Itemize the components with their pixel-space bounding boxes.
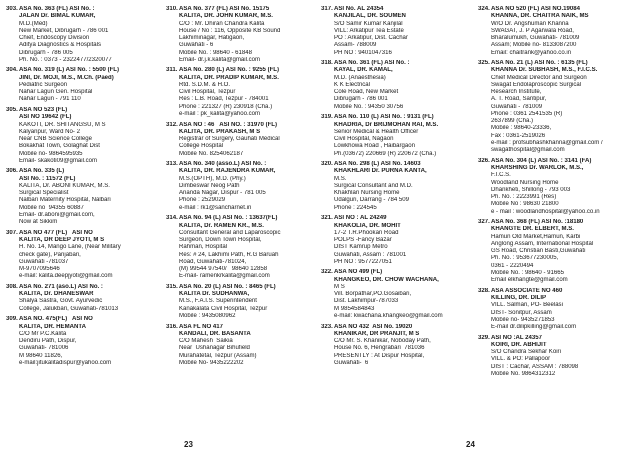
page-number-right: 24 [466,440,475,449]
entry-membership-line [166,6,316,13]
entry-detail-line: VILL: Arkatipur Tea Estate [334,27,404,34]
entry-detail-line: Email- skakoti09@gmail.com [19,157,98,164]
entry-membership-line [6,230,160,237]
entry-detail-line: M 9854584843 [334,305,375,312]
entry-detail-line: Bokakhat Town, Golaghat Dist [19,143,100,150]
entry-detail-line: Anglong Assam, International Hospital [491,240,594,247]
entry-detail-line: H. No. 14, Mango Lane, (Near Military [19,244,121,251]
entry-membership-line [6,168,160,175]
entry-detail-line: Kanakalata Civil Hospital, Tezpur [179,305,268,312]
entry-detail-line: Research Institute, [491,89,542,96]
entry-detail-line: College, Jalukbari, Guwahati-781013 [19,305,119,312]
directory-entry [321,60,473,111]
entry-membership-text: ASA NO 523 (FL) [19,107,68,114]
entry-name-line: KAYAL, DR. KAMAL, [334,67,393,74]
entry-detail-line: Senior Medical & Health Officer [334,128,419,135]
entry-detail-line: Mobile No- 9435222202 [179,359,244,366]
entry-detail-line: Surgeon, Down Town Hospital, [179,237,262,244]
directory-entry [166,122,316,158]
entry-detail-line: M 98640 11826, [19,352,63,359]
entry-membership-line [478,158,634,165]
entry-name-line: KALITA, DR. RAJENDRA KUMAR, [179,168,276,175]
entry-detail-line: Dibrugarh - 786 001 [334,96,388,103]
column-2 [166,6,316,370]
column-1 [6,6,160,370]
directory-entry [478,60,634,154]
entry-name-line: KHANGKEO, DR. CHOW WACHANA, [334,276,439,283]
entry-detail-line: Dendiru Path, Dispur, [19,338,77,345]
entry-detail-line: Mobile No. 8254062187 [179,150,244,157]
entry-detail-line: DIST- Sonitpur, Assam [491,309,552,316]
entry-detail-line: College Hospital [179,143,224,150]
directory-entry [321,161,473,212]
entry-number: 327. [478,219,490,226]
directory-entry [6,316,160,367]
entry-detail-line: Assam- 788009 [334,42,377,49]
entry-detail-line: Ananda Nagar, Dispur - 781 005 [179,190,266,197]
entry-membership-text: ASA NO 499 (FL) [334,269,383,276]
entry-name-line: KHANNA Dr. SUBHASH, M.S., F.I.C.S. [491,67,598,74]
entry-number: 303. [6,6,18,12]
entry-detail-line: K K Electrical [334,81,370,88]
column-3 [321,6,473,370]
entry-name-line: KALITA, DR. PRAKASH, M S [179,128,261,135]
entry-detail-line: DIST : Cachar, ASSAM : 788098 [491,363,579,370]
entry-membership-text: ASA No. 361 (FL) ASI No. : [334,60,410,67]
entry-number: 306. [6,168,18,175]
entry-membership-text: ASA No. 110 (L) ASI No. : 9131 (FL) [334,114,434,121]
entry-detail-line: E-mail- ramenkrkalita@gmail.com [179,273,270,280]
entry-name-line: KALITA, DR. HEMANTA [19,323,86,330]
entry-detail-line: Now at Sikkim [19,219,58,226]
entry-membership-line [6,284,160,291]
entry-number: 309. [6,316,18,323]
entry-number: 304. [6,67,18,74]
directory-entry [478,288,634,332]
entry-detail-line: Road, Guwahati-781024, [179,258,247,265]
directory-entry [478,219,634,284]
entry-detail-line: SWAGAT, J. P Agarwala Road, [491,27,574,34]
entry-detail-line: e-mail:jitukalitadispur@yahoo.com [19,359,112,366]
entry-detail-line: Nahar Lagun Gen. Hospital [19,89,93,96]
entry-detail-line: Mobile : 98640-23336, [491,125,552,132]
entry-detail-line: New Market, Dibrugarh - 786 001 [19,27,109,34]
entry-name-line: KALITA, DR. JOHN KUMAR, M.S. [179,13,273,20]
entry-detail-line: Udalguri, Darrang - 784 509 [334,197,409,204]
entry-detail-line: House / No : 116, Opposite KB Sound [179,27,281,34]
entry-detail-line: Bharalumukh, Guwahati- 781009 [491,35,580,41]
entry-membership-text: ASA NO 477 (FL) ASI NO [19,229,93,236]
entry-membership-line [166,67,316,74]
entry-detail-line: Phone : 0361 2541535 (R) [491,110,563,117]
entry-detail-line: Fax : 0361-2519026 [491,132,546,139]
entry-name-line: KALITA, DR DEEP JYOTI, M S [19,237,105,244]
entry-number: 311. [166,67,178,74]
entry-membership-text: ASI No. AL 24354 [334,6,384,12]
entry-membership-text: ASA NO 432 ASI No. 19020 [334,323,413,330]
entry-detail-line: F.I.C.S. [491,172,511,179]
entry-number: 321. [321,215,333,222]
entry-membership-text: ASI NO : AL 24249 [334,215,387,222]
entry-membership-text: ASA No. 304 (L) ASI No. : 3141 (FA) [491,157,592,164]
directory-entry [321,324,473,368]
entry-detail-line: Nalbari Maternity Hospital, Nalbari [19,197,111,204]
entry-membership-text: ASA No. 368 (FL) ASI No. :18180 [491,219,584,226]
entry-detail-line: Mobile : 9435080962 [179,312,236,319]
entry-number: 319. [321,114,333,121]
entry-name-line: KANJILAL, DR. SOUMEN [334,13,406,20]
entry-detail-line: Surgical Consultant and M.D. [334,182,413,189]
directory-entry [166,67,316,118]
entry-membership-text: ASA No. 20 (L) ASI No. : 8465 (FL) [179,283,276,290]
entry-name-line: KALITA, DR. PRADIP KUMAR, M.S. [179,74,279,81]
entry-name-line: KILLING, DR. DILIP [491,295,547,302]
entry-detail-line: Near CNB Science College [19,136,92,143]
entry-detail-line: Res: # 24, Lakhimi Path, R.G Baruah [179,251,279,258]
entry-detail-line: S/O Chandra Sekhar Koiri [491,349,561,356]
entry-membership-line [321,60,473,67]
entry-detail-line: Pediatric Surgeon [19,81,68,88]
entry-number: 325. [478,60,490,67]
directory-entry [478,6,634,57]
entry-membership-line [166,122,316,129]
entry-membership-line [6,316,160,323]
entry-detail-line: Res : L.B. Road, Tezpur - 784001 [179,96,269,103]
entry-membership-line [6,6,160,13]
entry-detail-line: Swagat Endolaproscopic Surgical [491,81,582,88]
entry-detail-line: Email: chaitrank@yahoo.co.in [491,49,572,56]
entry-number: 326. [478,157,490,164]
entry-name-line: KANDALI, DR. BASANTA [179,330,251,337]
entry-detail-line: Khakhlari Nursing Home [334,190,400,197]
entry-number: 318. [321,60,333,67]
entry-detail-line: VILL. Salmari, PO- Beelasi [491,302,563,309]
entry-detail-line: Dimbeswar Neog Path [179,182,240,189]
entry-detail-line: PO : Arkatipur, Dist. Cachar [334,35,408,41]
entry-membership-line [478,60,634,67]
entry-detail-line: (M) 99544 97540/ 98640 12858 [179,266,268,273]
entry-detail-line: 17-2 T.R.Phookan Road [334,229,399,236]
entry-detail-line: Chief, Endoscopy Division [19,35,90,41]
entry-number: 313. [166,161,178,168]
directory-entry [6,6,160,64]
entry-detail-line: 2637899 (Cha.) [491,118,534,125]
entry-membership-text: ASI NO :AL 24357 [491,334,542,341]
entry-detail-line: Civil Hospital, Tezpur [179,89,236,96]
entry-membership-line [321,324,473,331]
entry-detail-line: Guwahati- 781006 [19,345,69,352]
entry-number: 323. [321,323,333,330]
entry-detail-line: Mobile no- 9435271853 [491,316,555,323]
entry-detail-line: Vill. Borpathar,PO.Gosaibari, [334,291,412,298]
directory-entry [6,168,160,226]
entry-name-line: KHANGTE DR. ELBERT, M.S. [491,226,574,233]
entry-detail-line: KALITA, Dr. ABONI KUMAR, M.S. [19,182,110,189]
entry-detail-line: e-mail: kalita.deepjyoti@gmail.com [19,273,113,280]
entry-number: 316. [166,323,178,330]
entry-detail-line: Mobile No. 9864312312 [491,370,556,377]
entry-number: 314. [166,215,178,222]
entry-number: 329. [478,334,490,341]
entry-detail-line: Lowkhowa Road , Haibargaon [334,143,416,150]
entry-detail-line: Murahatetal, Tezpur (Assam) [179,352,257,359]
entry-detail-line: e-mail : pk_kalita@yahoo.com [179,110,261,117]
entry-name-line: KALITA, Dr. RAMEN KR., M.S. [179,222,264,229]
directory-entry [321,269,473,320]
entry-membership-line [166,324,316,331]
entry-membership-text: ASA No. 363 (FL) ASI No. : [19,6,95,12]
entry-detail-line: S/O Samir Kumar Kanjilal [334,20,403,27]
entry-membership-text: ASA NO. 475(FL) ASI NO [19,316,93,323]
entry-detail-line: KAKOTI, DR. SHITANGSU, M S [19,121,106,128]
entry-detail-line: Cole Road, New Market [334,89,399,96]
entry-detail-line: Phone : 2529029 [179,197,226,204]
column-4 [478,6,634,382]
entry-detail-line: M S [334,283,345,290]
entry-detail-line: C/O Mr. S. Khanikar, Noboday Path, [334,338,431,345]
entry-membership-line [478,6,634,13]
entry-membership-text: ASA No. 271 (asо.L) ASI No. : [19,283,103,290]
entry-membership-text: ASA NO 520 (FL) ASI NO.19084 [491,6,580,12]
entry-detail-line: e-mail : profsubhashkhanna@gmail.com / [491,139,603,146]
entry-detail-line: Near Ushanagar Bihufield [179,345,250,352]
entry-membership-line [321,6,473,13]
entry-detail-line: Dibrugarh - 786 005 [19,49,73,56]
entry-detail-line: M.S. [334,175,347,182]
entry-name-line: JINI, Dr. MOJI, M.S., M.Ch. (Paed) [19,74,114,81]
entry-detail-line: C/O Mr P.C.Kalita [19,330,67,337]
entry-detail-line: Mobile no 94355 60887 [19,204,84,211]
entry-number: 312. [166,121,178,128]
entry-detail-line: E-mail dr.dilipkilling@gmail.com [491,324,577,331]
entry-membership-text: ASA No. 298 (L) ASI No. 14603 [334,161,421,168]
entry-detail-line: M.S.(OPTH), M.D. (Phy.) [179,175,246,182]
entry-detail-line: Ph. No. : 0373 - 2322477/2320077 [19,56,112,63]
entry-detail-line: C/O Mahesh Saikia [179,338,233,345]
entry-detail-line: POLPS -Fancy Bazar [334,237,392,244]
entry-membership-line [478,219,634,226]
entry-detail-line: e-mail: kwachana.khangkeo@gmail.com [334,312,443,319]
directory-entry [166,324,316,368]
entry-name-line: KHANIKAR, DR PRANJIT, M S [334,330,420,337]
directory-entry [321,114,473,158]
entry-number: 315. [166,283,178,290]
entry-membership-text: ASA No. 21 (L) ASI No. : 6135 (FL) [491,60,588,67]
entry-membership-line [166,215,316,222]
entry-number: 317. [321,6,333,12]
entry-detail-line: Guwahati -781037 [19,258,69,265]
entry-detail-line: Registrar of Surgery, Gauhati Medical [179,136,280,143]
entry-membership-line [321,269,473,276]
directory-entry [6,67,160,103]
entry-membership-line [321,215,473,222]
entry-number: 308. [6,283,18,290]
entry-detail-line: Guwahati - 781009 [491,103,543,110]
entry-detail-line: Consultant General and Laparoscopic [179,229,281,236]
entry-detail-line: Mobile No. : 94350 30756 [334,103,404,110]
directory-entry [321,6,473,57]
entry-name-line: KHADRIA, Dr BRIJMOHAN RAI, M.S. [334,121,439,128]
entry-number: 320. [321,161,333,168]
entry-detail-line: Mobile no- 9864595935 [19,150,83,157]
directory-entry [6,230,160,281]
entry-detail-line: Chief Medical Director and Surgeon [491,74,587,81]
entry-membership-text: ASA No. 280 (L) ASI No. : 9255 (FL) [179,67,280,74]
entry-detail-line: M-9707095646 [19,266,60,273]
directory-entry [6,284,160,313]
entry-membership-text: ASA No. 319 (L) ASI No. : 5500 (FL) [19,67,120,74]
entry-detail-line: Nahar Lagun - 791 110 [19,96,81,103]
entry-detail-line: Rahman, Hospital [179,244,228,251]
entry-detail-line: Email- dr.j.k.kalita@gmail.com [179,56,261,63]
entry-name-line: KHAKHLARI Dr. PURNA KANTA, [334,168,427,175]
entry-membership-text: ASA No. 377 (FL) ASI No. 15175 [179,6,270,12]
entry-name-line: KALITA Dr. SUDHANWA, [179,291,250,298]
entry-membership-line [6,67,160,74]
entry-detail-line: Ph. No. : 2223991 (Res) [491,194,557,201]
entry-name-line: KHANNA, DR. CHAITRA NAIK, MS [491,13,589,20]
entry-detail-line: Lakhiminagar, Hatigaon, [179,35,245,41]
entry-membership-line [166,161,316,168]
entry-detail-line: Phone : 224545 [334,204,377,211]
entry-detail-line: Assam; Mobile no- 8133087200 [491,42,577,49]
entry-detail-line: House No. 6, Hengrabari 781036 [334,345,425,352]
entry-membership-line [166,284,316,291]
entry-detail-line: Surgical Specialist [19,190,69,197]
entry-detail-line: PRESENTLY : At Dispur Hospital, [334,352,425,359]
entry-number: 324. [478,6,490,12]
entry-membership-text: ASA No. 340 (asso.L) ASI No. : [179,161,267,168]
entry-detail-line: Email- dr.aboni@gmail.com, [19,211,95,218]
entry-detail-line: PH NO : 9401047316 [334,49,392,56]
entry-number: 328. [478,287,490,294]
entry-detail-line: Guwahati - 6 [179,42,214,49]
entry-detail-line: M.D. (Anaesthesia) [334,74,386,81]
entry-detail-line: Aditya Diagnostics & Hospitals [19,42,102,49]
entry-membership-line [321,161,473,168]
entry-detail-line: Ph.(03672) 220669 (R) 220672 (Cha.) [334,150,437,157]
entry-name-line: JALAN Dr. BIMAL KUMAR, [19,13,96,20]
entry-detail-line: e - mail : woodlandhospital@yahoo.co.in [491,208,600,215]
entry-detail-line: W/O Dr. Angshuman Khanna [491,20,569,27]
entry-detail-line: PH NO : 9577227051 [334,258,392,265]
directory-entry [6,107,160,165]
entry-detail-line: Shalya Sastra, Govt. Ayurvedic [19,298,103,305]
entry-name-line: KHAKOLIA, DR. MOHIT [334,222,401,229]
entry-membership-text: ASA No. 94 (L) ASI No. : 13637(FL) [179,215,278,222]
directory-entry [478,158,634,216]
entry-detail-line: Rtd. S.D.M. & H.O. [179,81,231,88]
entry-membership-line [478,288,634,295]
entry-membership-text: ASA NO : 46 ASI NO. : 31970 (FL) [179,121,278,128]
entry-detail-line: Mobile No. : 98640 - 61848 [179,49,252,56]
entry-detail-line: M.S., F.A.I.S. Superintendent [179,298,257,305]
entry-membership-text: ASA No. 335 (L) [19,168,65,175]
entry-detail-line: Dhankheti, Shillong - 793 003 [491,186,571,193]
entry-number: 322. [321,269,333,276]
entry-detail-line: Hamun Old Market,Hamun, Karbi [491,233,581,240]
entry-detail-line: Civil Hospital, Nagaon [334,136,394,143]
entry-name-line: KHARSHING Dr. WARLOK, M.S., [491,165,584,172]
entry-membership-text: ASA ASSOCIATE NO 460 [491,287,563,294]
entry-detail-line: Dist. Lakhimpur-787033 [334,298,399,305]
directory-entry [166,215,316,280]
entry-detail-line: Mobile No. : 98640 - 91665 [491,269,564,276]
entry-detail-line: Woodland Nursing Home [491,179,559,186]
entry-name-line: ASI NO 19642 (FL) [19,114,72,121]
entry-name-line: KOIRI, DR. ABHIJIT [491,341,547,348]
entry-number: 307. [6,229,18,236]
entry-detail-line: Guwahati- 6 [334,359,369,366]
directory-entry [166,284,316,320]
directory-entry [166,161,316,212]
entry-name-line: KALITA, Dr. DHANESWAR [19,291,94,298]
entry-number: 305. [6,107,18,114]
entry-membership-text: ASA FL NO 417 [179,323,224,330]
entry-detail-line: GS Road, Christian Basti,Guwahati [491,248,586,255]
entry-detail-line: VILL. & PO: Pallapoor [491,356,551,363]
entry-name-line: ASI No. : 11572 (FL) [19,175,76,182]
entry-detail-line: 0361 - 2220494 [491,262,534,269]
entry-detail-line: Mobile No : 98630 21800 [491,201,559,208]
directory-entry [166,6,316,64]
entry-detail-line: M.D.(Med) [19,20,48,27]
entry-detail-line: Email elkhangte@gmail.com [491,277,568,284]
entry-membership-line [6,107,160,114]
entry-detail-line: Ph. No. : 953677230005, [491,255,559,262]
entry-membership-line [321,114,473,121]
entry-number: 310. [166,6,178,12]
entry-detail-line: e-mail : rk1@sancharnet.in [179,204,252,211]
entry-detail-line: swagathospital@gmail.com [491,147,565,154]
entry-detail-line: DIST Kamrup Metro [334,244,388,251]
entry-detail-line: Phone : 221327 (R) 230918 (Cha.) [179,103,273,110]
entry-detail-line: A. T. Road, Santipur, [491,96,547,103]
entry-detail-line: C/O : Mr. Dhiran Chandra Kalita [179,20,265,27]
entry-detail-line: check gate), Panjabari, [19,251,81,258]
page-number-left: 23 [184,440,193,449]
entry-detail-line: Guwahati, Assam : 781001 [334,251,407,258]
directory-entry [478,335,634,379]
entry-membership-line [478,335,634,342]
entry-detail-line: Kalyanpur, Ward No- 2 [19,128,80,135]
directory-entry [321,215,473,266]
